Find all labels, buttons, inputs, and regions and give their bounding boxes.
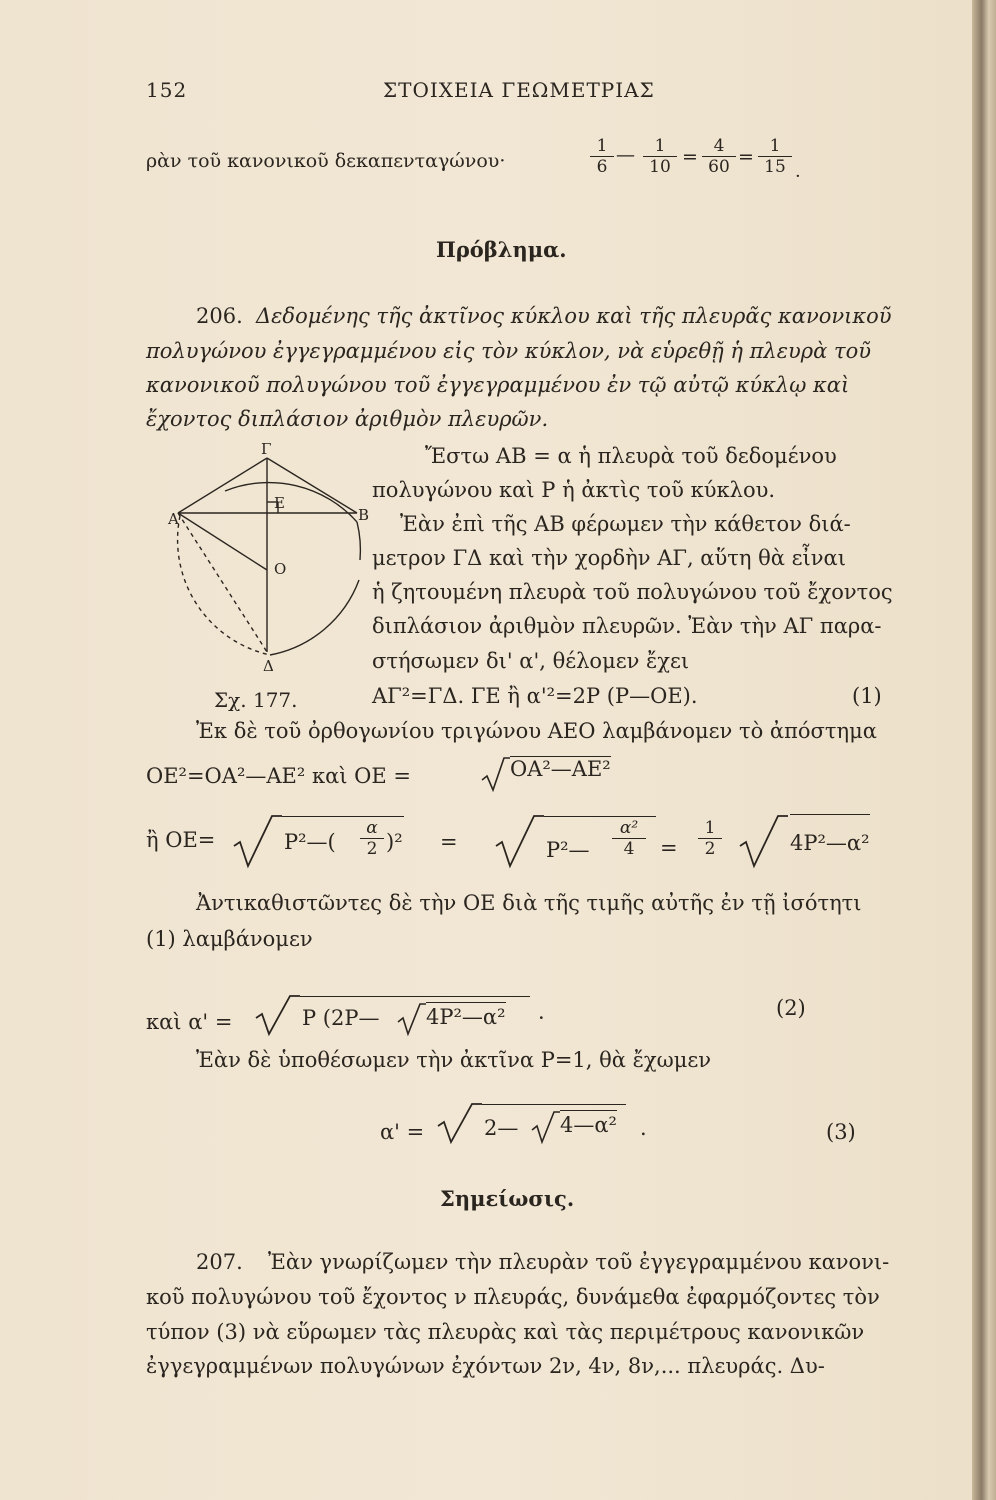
label-a: Α	[168, 510, 179, 528]
sqrt-sign	[530, 1108, 560, 1146]
fraction-4-60: $\frac{4}{60}$	[702, 136, 736, 177]
radius-line: Ἐὰν δὲ ὑποθέσωμεν τὴν ἀκτῖνα Ρ=1, θὰ ἔχωμεν	[196, 1048, 712, 1072]
equation-2-label: (2)	[776, 996, 806, 1020]
oe-radicand: ΟΑ²—ΑΕ²	[510, 757, 611, 781]
circle-arc-right-top	[357, 522, 360, 560]
sqrt-vinculum	[482, 1104, 626, 1105]
sqrt-vinculum	[544, 816, 656, 817]
fraction-1-10: $\frac{1}{10}$	[643, 136, 677, 177]
proof-line-4: μετρον ΓΔ καὶ τὴν χορδὴν ΑΓ, αὕτη θὰ εἶναι	[372, 546, 846, 570]
equation-3-end: .	[640, 1116, 647, 1140]
sqrt-sign	[254, 992, 300, 1038]
equals-sign: =	[440, 830, 458, 854]
fraction-a2-4: $\frac{\text{α²}}{4}$	[612, 818, 646, 859]
equation-3-label: (3)	[826, 1120, 856, 1144]
end-dot: ·	[795, 166, 801, 187]
equals-sign: =	[660, 836, 678, 860]
equation-1-label: (1)	[852, 684, 882, 708]
circle-arc-right-bottom	[270, 580, 359, 655]
fraction-1-6: $\frac{1}{6}$	[590, 136, 614, 177]
label-o: Ο	[274, 560, 287, 578]
page-edge	[972, 0, 996, 1500]
fraction-a-2: $\frac{\alpha}{2}$	[360, 818, 384, 859]
fraction-1-15: $\frac{1}{15}$	[758, 136, 792, 177]
chord-ag	[178, 458, 267, 513]
substitute-line-1: Ἀντικαθιστῶντες δὲ τὴν ΟΕ διὰ τῆς τιμῆς αὐτῆς ἐν τῇ ἰσότητι	[196, 891, 862, 915]
oe-part-3: 4Ρ²—α²	[790, 814, 870, 854]
para-206-line-1: Δεδομένης τῆς ἀκτῖνος κύκλου καὶ τῆς πλευρᾶς κανονικοῦ	[256, 304, 892, 328]
para-206-line-3: κανονικοῦ πολυγώνου τοῦ ἐγγεγραμμένου ἐν τῷ αὐτῷ κύκλῳ καὶ	[146, 373, 850, 397]
proof-line-7: στήσωμεν δι' α', θέλομεν ἔχει	[372, 649, 690, 673]
para-206-line-4: ἔχοντος διπλάσιον ἀριθμὸν πλευρῶν.	[146, 407, 549, 431]
equation-1: ΑΓ²=ΓΔ. ΓΕ ἢ α'²=2Ρ (Ρ—ΟΕ).	[372, 684, 698, 708]
sqrt-sign	[436, 1100, 482, 1146]
fraction-1-2: $\frac{1}{2}$	[698, 818, 722, 859]
equation-3-inner: 4—α²	[560, 1110, 617, 1136]
sqrt-sign	[232, 812, 282, 870]
oe-part-1: Ρ²—(	[284, 830, 336, 854]
label-e: Ε	[274, 494, 285, 512]
label-b: Β	[358, 506, 370, 524]
para-207-line-2: κοῦ πολυγώνου τοῦ ἔχοντος ν πλευράς, δυνάμεθα ἐφαρμόζοντες τὸν	[146, 1285, 880, 1309]
oe-part-2: Ρ²—	[546, 838, 590, 862]
circle-arc-top	[225, 483, 357, 522]
sqrt-sign	[396, 1000, 426, 1038]
proof-line-2: πολυγώνου καὶ Ρ ἡ ἀκτὶς τοῦ κύκλου.	[372, 478, 776, 502]
proof-line-1: Ἔστω ΑΒ = α ἡ πλευρὰ τοῦ δεδομένου	[425, 444, 837, 468]
sqrt-sign	[494, 812, 544, 870]
label-g: Γ	[261, 440, 272, 458]
oe-equation-2-prefix: ἢ ΟΕ=	[146, 828, 216, 852]
para-207-line-3: τύπον (3) νὰ εὕρωμεν τὰς πλευρὰς καὶ τὰς περιμέτρους κανονικῶν	[146, 1320, 865, 1344]
label-d: Δ	[263, 657, 274, 675]
sqrt-sign	[738, 812, 788, 870]
figure-177	[150, 440, 380, 690]
proof-line-5: ἡ ζητουμένη πλευρὰ τοῦ πολυγώνου τοῦ ἔχοντος	[372, 580, 893, 604]
sqrt-sign	[480, 754, 510, 794]
oe-equation-left: ΟΕ²=ΟΑ²—ΑΕ² καὶ ΟΕ =	[146, 764, 411, 788]
equals-sign: =	[738, 146, 754, 168]
equation-2-end: ·	[538, 1006, 545, 1030]
sqrt-vinculum	[300, 996, 530, 997]
top-line-text: ρὰν τοῦ κανονικοῦ δεκαπενταγώνου·	[146, 150, 506, 172]
equation-2-radicand: Ρ (2Ρ—	[302, 1006, 380, 1030]
note-heading: Σημείωσις.	[440, 1186, 575, 1211]
sqrt-vinculum	[282, 816, 404, 817]
para-207-line-1: Ἐὰν γνωρίζωμεν τὴν πλευρὰν τοῦ ἐγγεγραμμένου κανονι-	[268, 1250, 890, 1274]
para-207-line-4: ἐγγεγραμμένων πολυγώνων ἐχόντων 2ν, 4ν, 8ν,... πλευράς. Δυ-	[146, 1354, 825, 1378]
equation-3-left: α' =	[380, 1120, 425, 1144]
minus-sign: —	[616, 144, 635, 166]
equals-sign: =	[682, 146, 698, 168]
proof-line-3: Ἐὰν ἐπὶ τῆς ΑΒ φέρωμεν τὴν κάθετον διά-	[400, 512, 851, 536]
equation-3-radicand: 2—	[484, 1116, 519, 1140]
figure-caption: Σχ. 177.	[214, 688, 298, 712]
problem-heading: Πρόβλημα.	[436, 237, 567, 262]
segment-ao	[178, 513, 267, 570]
para-206-line-2: πολυγώνου ἐγγεγραμμένου εἰς τὸν κύκλον, νὰ εὑρεθῇ ἡ πλευρὰ τοῦ	[146, 339, 872, 363]
triangle-line: Ἐκ δὲ τοῦ ὀρθογωνίου τριγώνου ΑΕΟ λαμβάνομεν τὸ ἀπόστημα	[196, 719, 877, 743]
page-number: 152	[146, 78, 188, 102]
substitute-line-2: (1) λαμβάνομεν	[146, 927, 313, 951]
equation-2-left: καὶ α' =	[146, 1010, 233, 1034]
proof-line-6: διπλάσιον ἀριθμὸν πλευρῶν. Ἐὰν τὴν ΑΓ παρα-	[372, 614, 882, 638]
para-207-number: 207.	[196, 1250, 243, 1274]
equation-2-inner: 4Ρ²—α²	[426, 1002, 506, 1028]
running-title: ΣΤΟΙΧΕΙΑ ΓΕΩΜΕΤΡΙΑΣ	[383, 78, 655, 102]
para-206-number: 206.	[196, 304, 243, 328]
chord-ad	[178, 513, 267, 652]
oe-part-1-end: )²	[386, 830, 403, 854]
